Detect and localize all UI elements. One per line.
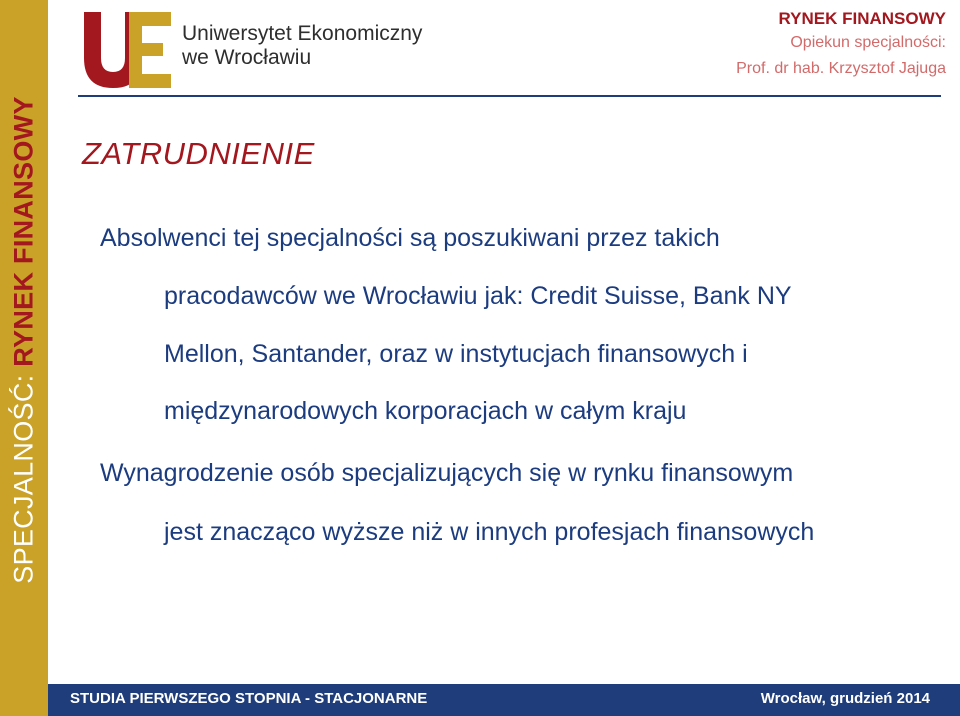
slide-title: ZATRUDNIENIE: [82, 136, 315, 171]
body-line-3: Mellon, Santander, oraz w instytucjach finansowych i: [164, 340, 748, 368]
footer-bar: [48, 684, 960, 716]
university-logo: [82, 6, 442, 90]
body-line-5: Wynagrodzenie osób specjalizujących się w rynku finansowym: [100, 459, 794, 487]
sidebar-band: [0, 0, 48, 716]
body-line-6: jest znacząco wyższe niż w innych profesjach finansowych: [164, 518, 815, 546]
logo-line-2: we Wrocławiu: [182, 46, 312, 69]
header-supervisor-name: Prof. dr hab. Krzysztof Jajuga: [736, 60, 946, 77]
sidebar-accent: RYNEK FINANSOWY: [8, 96, 39, 367]
body-line-1: Absolwenci tej specjalności są poszukiwani przez takich: [100, 224, 720, 252]
footer-program: STUDIA PIERWSZEGO STOPNIA - STACJONARNE: [70, 690, 428, 707]
body-line-4: międzynarodowych korporacjach w całym kraju: [164, 397, 687, 425]
header-info: [736, 8, 946, 82]
logo-line-1: Uniwersytet Ekonomiczny: [182, 22, 423, 45]
sidebar-prefix: SPECJALNOŚĆ:: [8, 366, 39, 584]
footer-date: Wrocław, grudzień 2014: [760, 690, 930, 707]
logo-text: [182, 22, 422, 70]
header-divider: [78, 95, 941, 97]
ue-logo-icon: [82, 6, 174, 90]
body-line-2: pracodawców we Wrocławiu jak: Credit Suisse, Bank NY: [164, 282, 792, 310]
header-title: RYNEK FINANSOWY: [778, 9, 946, 28]
sidebar-label: [8, 96, 39, 584]
header-supervisor-label: Opiekun specjalności:: [790, 34, 946, 51]
